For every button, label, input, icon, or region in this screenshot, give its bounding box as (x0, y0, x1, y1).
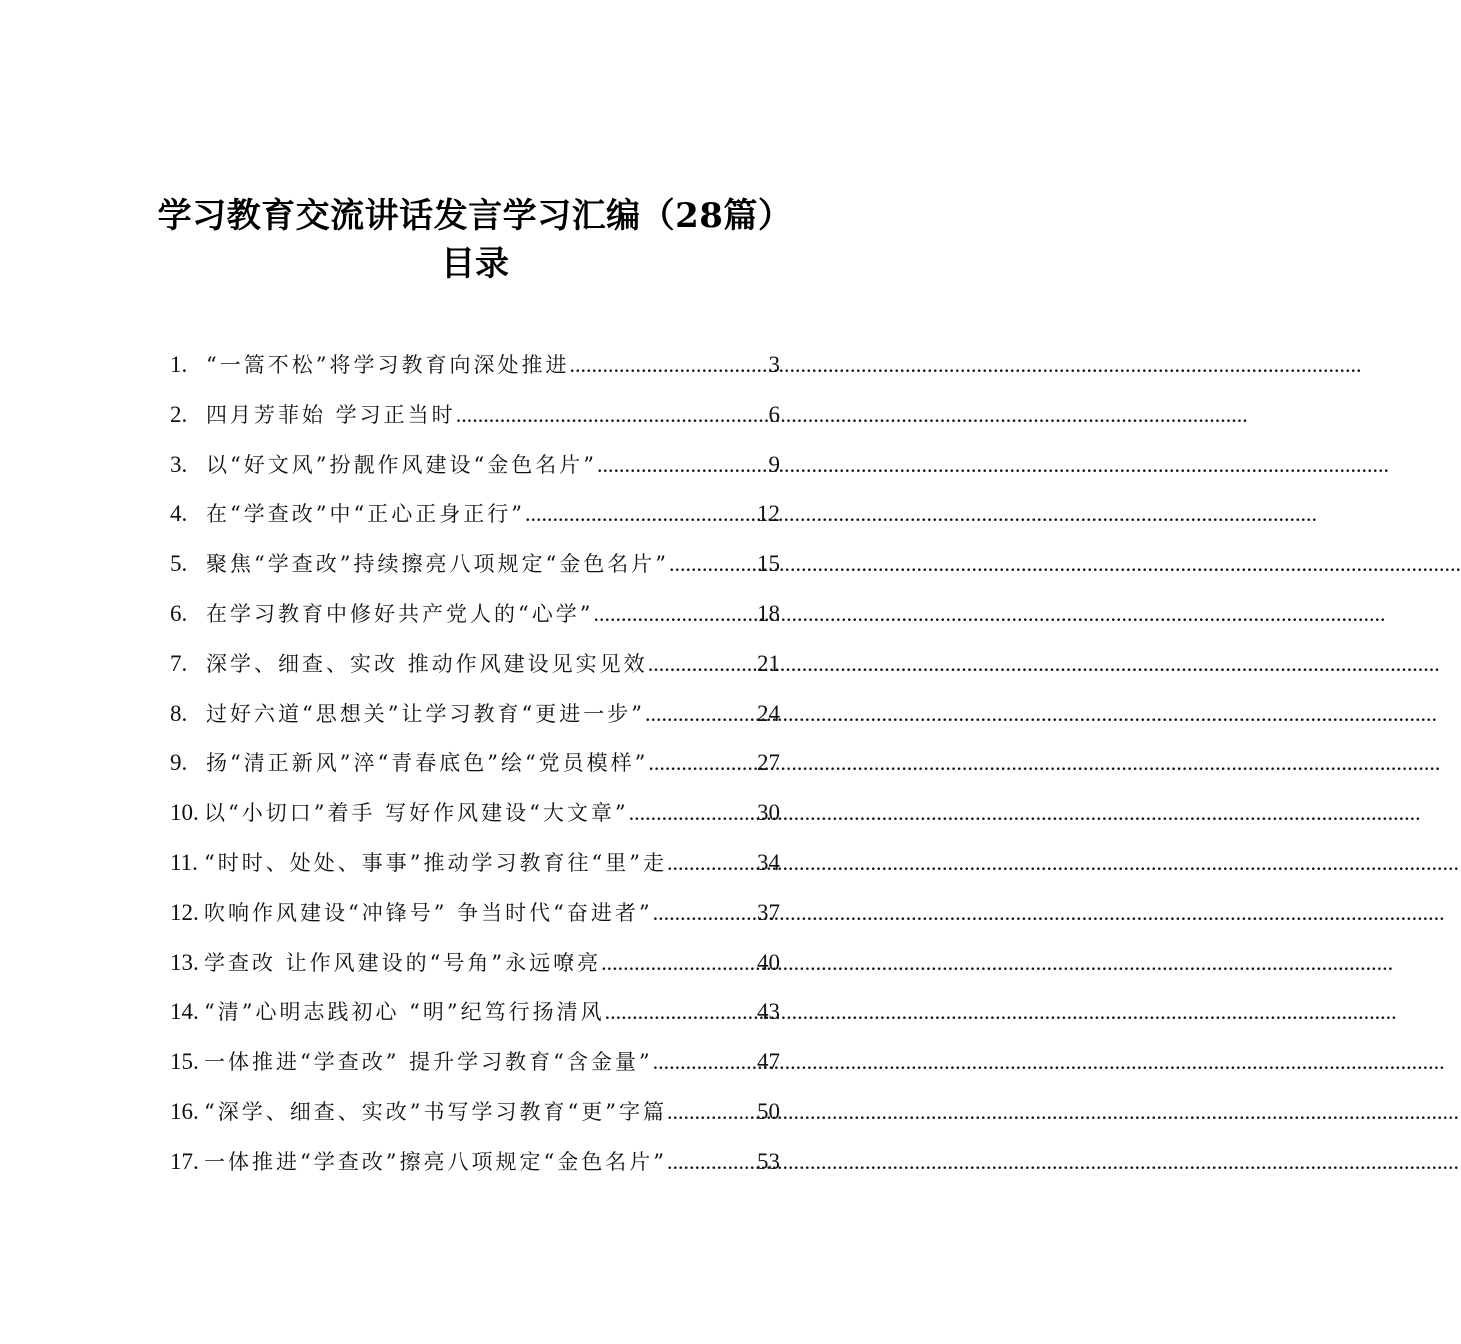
toc-leader-dots (667, 838, 757, 888)
toc-item-number: 2. (170, 401, 188, 427)
toc-item-number: 5. (170, 551, 188, 577)
toc-leader-dots (669, 539, 757, 589)
toc-item-title: 学查改 让作风建设的“号角”永远嘹亮 (204, 950, 602, 975)
toc-leader-dots (667, 1137, 757, 1187)
toc-leader-dots (653, 888, 757, 938)
toc-item-title: 一体推进“学查改”擦亮八项规定“金色名片” (204, 1149, 667, 1174)
toc-item-title: “清”心明志践初心 “明”纪笃行扬清风 (204, 1000, 605, 1025)
toc-leader-dots (593, 589, 757, 639)
toc-item[interactable] (170, 738, 780, 788)
toc-item-number: 10. (170, 800, 199, 826)
toc-item-page: 37 (757, 899, 780, 925)
toc-item-number: 7. (170, 650, 188, 676)
toc-leader-dots (525, 489, 757, 539)
toc-leader-dots (605, 987, 757, 1037)
toc-leader-dots (645, 689, 757, 739)
toc-item-page: 9 (768, 451, 780, 477)
toc-leader-dots (648, 639, 757, 689)
toc-item-title: 在学习教育中修好共产党人的“心学” (206, 601, 594, 626)
table-of-contents (170, 340, 780, 1187)
toc-item-title: “时时、处处、事事”推动学习教育往“里”走 (204, 850, 667, 875)
toc-item[interactable] (170, 689, 780, 739)
toc-item-title: 扬“清正新风”淬“青春底色”绘“党员模样” (206, 751, 649, 776)
toc-heading: 目录 (441, 244, 509, 284)
toc-item-number: 8. (170, 700, 188, 726)
toc-item[interactable] (170, 639, 780, 689)
toc-item-title: 深学、细查、实改 推动作风建设见实见效 (206, 651, 648, 676)
toc-leader-dots (629, 788, 757, 838)
toc-leader-dots (653, 1037, 757, 1087)
toc-item[interactable] (170, 440, 780, 490)
toc-item-page: 43 (757, 999, 780, 1025)
toc-leader-dots (648, 738, 757, 788)
toc-item-title: 四月芳菲始 学习正当时 (206, 402, 456, 427)
toc-item-title: 以“小切口”着手 写好作风建设“大文章” (204, 801, 629, 826)
toc-item[interactable] (170, 340, 780, 390)
document-title: 学习教育交流讲话发言学习汇编（28篇） (157, 196, 793, 236)
toc-leader-dots (569, 340, 768, 390)
toc-item-page: 34 (757, 849, 780, 875)
toc-item[interactable] (170, 1087, 780, 1137)
toc-item-page: 3 (768, 352, 780, 377)
toc-item-page: 6 (768, 401, 780, 427)
toc-item-page: 21 (757, 650, 780, 676)
toc-item[interactable] (170, 1137, 780, 1187)
toc-item[interactable] (170, 1037, 780, 1087)
toc-item-page: 47 (757, 1049, 780, 1075)
toc-item[interactable] (170, 938, 780, 988)
toc-item[interactable] (170, 489, 780, 539)
toc-item-number: 3. (170, 451, 188, 477)
toc-item-page: 40 (757, 949, 780, 975)
toc-item-number: 11. (170, 849, 198, 875)
toc-item[interactable] (170, 589, 780, 639)
toc-item-title: 吹响作风建设“冲锋号” 争当时代“奋进者” (204, 900, 653, 925)
toc-item[interactable] (170, 888, 780, 938)
toc-leader-dots (601, 938, 757, 988)
toc-item-title: 一体推进“学查改” 提升学习教育“含金量” (204, 1050, 653, 1075)
toc-item-number: 16. (170, 1098, 199, 1124)
toc-item-page: 30 (757, 800, 780, 826)
toc-leader-dots (667, 1087, 757, 1137)
toc-item-page: 12 (757, 501, 780, 527)
toc-item-page: 53 (757, 1148, 780, 1174)
toc-item[interactable] (170, 987, 780, 1037)
toc-item-number: 13. (170, 949, 199, 975)
toc-item-title: “一篙不松”将学习教育向深处推进 (206, 353, 570, 377)
toc-leader-dots (597, 440, 769, 490)
toc-item-number: 12. (170, 899, 199, 925)
toc-item-number: 17. (170, 1148, 199, 1174)
toc-leader-dots (456, 390, 769, 440)
toc-item-number: 9. (170, 750, 188, 776)
toc-item-page: 24 (757, 700, 780, 726)
toc-item-number: 14. (170, 999, 199, 1025)
toc-item-title: 聚焦“学查改”持续擦亮八项规定“金色名片” (206, 552, 669, 577)
toc-item-number: 1. (170, 352, 188, 377)
toc-item-page: 18 (757, 600, 780, 626)
toc-item[interactable] (170, 788, 780, 838)
toc-item[interactable] (170, 390, 780, 440)
toc-item-page: 27 (757, 750, 780, 776)
toc-item[interactable] (170, 539, 780, 589)
toc-item-number: 15. (170, 1049, 199, 1075)
toc-item-number: 4. (170, 501, 188, 527)
toc-item[interactable] (170, 838, 780, 888)
toc-item-title: 以“好文风”扮靓作风建设“金色名片” (206, 452, 597, 477)
toc-item-title: “深学、细查、实改”书写学习教育“更”字篇 (204, 1099, 667, 1124)
toc-item-page: 50 (757, 1098, 780, 1124)
toc-item-title: 过好六道“思想关”让学习教育“更进一步” (206, 701, 645, 726)
toc-item-number: 6. (170, 600, 188, 626)
toc-item-title: 在“学查改”中“正心正身正行” (206, 502, 525, 527)
toc-item-page: 15 (757, 551, 780, 577)
